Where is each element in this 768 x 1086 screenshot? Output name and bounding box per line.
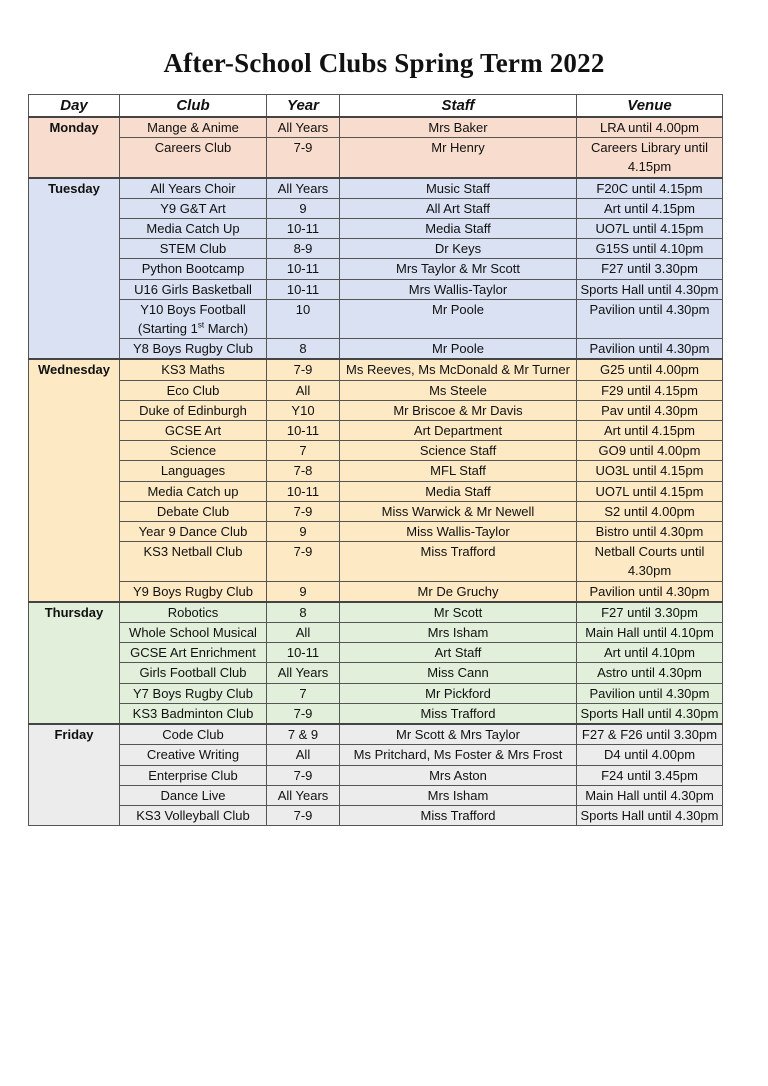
venue-cell: F27 until 3.30pm [577, 602, 723, 623]
staff-cell: Mr Poole [340, 339, 577, 360]
club-cell: Dance Live [120, 785, 267, 805]
table-row [29, 522, 723, 542]
table-row [29, 198, 723, 218]
venue-cell: F29 until 4.15pm [577, 380, 723, 400]
venue-cell: F27 & F26 until 3.30pm [577, 724, 723, 745]
venue-cell: Art until 4.10pm [577, 643, 723, 663]
table-row [29, 581, 723, 602]
staff-cell: Mrs Wallis-Taylor [340, 279, 577, 299]
year-cell: 10 [267, 299, 340, 338]
staff-cell: Art Staff [340, 643, 577, 663]
staff-cell: Media Staff [340, 219, 577, 239]
venue-cell: UO3L until 4.15pm [577, 461, 723, 481]
staff-cell: Mrs Isham [340, 785, 577, 805]
table-row [29, 542, 723, 581]
year-cell: 10-11 [267, 219, 340, 239]
club-cell: KS3 Maths [120, 359, 267, 380]
venue-cell: Pav until 4.30pm [577, 400, 723, 420]
venue-cell: LRA until 4.00pm [577, 117, 723, 138]
header-day: Day [29, 95, 120, 118]
club-cell: Y7 Boys Rugby Club [120, 683, 267, 703]
club-cell: Girls Football Club [120, 663, 267, 683]
table-row [29, 785, 723, 805]
header-staff: Staff [340, 95, 577, 118]
club-name: Y10 Boys Football [140, 301, 246, 317]
staff-cell: Mrs Aston [340, 765, 577, 785]
year-cell: 7-8 [267, 461, 340, 481]
table-row [29, 380, 723, 400]
table-row [29, 623, 723, 643]
venue-cell: Sports Hall until 4.30pm [577, 805, 723, 825]
table-row [29, 117, 723, 138]
club-cell: Enterprise Club [120, 765, 267, 785]
year-cell: 10-11 [267, 643, 340, 663]
table-row [29, 805, 723, 825]
table-row [29, 178, 723, 199]
year-cell: 10-11 [267, 259, 340, 279]
club-note-end: March) [204, 321, 249, 337]
staff-cell: Ms Reeves, Ms McDonald & Mr Turner [340, 359, 577, 380]
club-cell: Media Catch up [120, 481, 267, 501]
venue-cell: Careers Library until 4.15pm [577, 138, 723, 178]
venue-cell: UO7L until 4.15pm [577, 481, 723, 501]
table-row [29, 703, 723, 724]
venue-cell: Pavilion until 4.30pm [577, 339, 723, 360]
venue-cell: Netball Courts until 4.30pm [577, 542, 723, 581]
table-row [29, 339, 723, 360]
venue-cell: Pavilion until 4.30pm [577, 683, 723, 703]
staff-cell: Art Department [340, 421, 577, 441]
table-row [29, 279, 723, 299]
year-cell: 7 & 9 [267, 724, 340, 745]
table-row [29, 765, 723, 785]
club-cell: Eco Club [120, 380, 267, 400]
table-row [29, 501, 723, 521]
club-cell: Creative Writing [120, 745, 267, 765]
venue-cell: Bistro until 4.30pm [577, 522, 723, 542]
staff-cell: Miss Trafford [340, 703, 577, 724]
day-cell: Monday [29, 117, 120, 178]
venue-cell: GO9 until 4.00pm [577, 441, 723, 461]
staff-cell: Ms Steele [340, 380, 577, 400]
year-cell: 10-11 [267, 279, 340, 299]
club-cell: Science [120, 441, 267, 461]
year-cell: 7 [267, 441, 340, 461]
table-row [29, 441, 723, 461]
club-cell: Whole School Musical [120, 623, 267, 643]
table-body [29, 117, 723, 826]
year-cell: 8 [267, 602, 340, 623]
table-row [29, 239, 723, 259]
year-cell: 10-11 [267, 421, 340, 441]
venue-cell: F27 until 3.30pm [577, 259, 723, 279]
table-row [29, 683, 723, 703]
year-cell: All [267, 380, 340, 400]
club-cell: KS3 Volleyball Club [120, 805, 267, 825]
year-cell: All [267, 745, 340, 765]
page-title: After-School Clubs Spring Term 2022 [163, 48, 605, 78]
year-cell: Y10 [267, 400, 340, 420]
table-row [29, 724, 723, 745]
venue-cell: Sports Hall until 4.30pm [577, 279, 723, 299]
staff-cell: Dr Keys [340, 239, 577, 259]
table-row [29, 400, 723, 420]
year-cell: 7-9 [267, 501, 340, 521]
day-cell: Thursday [29, 602, 120, 724]
club-cell: Careers Club [120, 138, 267, 178]
year-cell: 9 [267, 522, 340, 542]
club-cell: Y9 G&T Art [120, 198, 267, 218]
day-cell: Tuesday [29, 178, 120, 360]
staff-cell: Miss Trafford [340, 542, 577, 581]
year-cell: 10-11 [267, 481, 340, 501]
table-row [29, 299, 723, 338]
venue-cell: Pavilion until 4.30pm [577, 581, 723, 602]
staff-cell: Mr Briscoe & Mr Davis [340, 400, 577, 420]
venue-cell: S2 until 4.00pm [577, 501, 723, 521]
year-cell: 7-9 [267, 805, 340, 825]
year-cell: 7-9 [267, 542, 340, 581]
header-club: Club [120, 95, 267, 118]
table-row [29, 481, 723, 501]
year-cell: All Years [267, 117, 340, 138]
club-cell: Y8 Boys Rugby Club [120, 339, 267, 360]
year-cell: All Years [267, 178, 340, 199]
staff-cell: Mr Scott [340, 602, 577, 623]
year-cell: 9 [267, 581, 340, 602]
club-cell: Year 9 Dance Club [120, 522, 267, 542]
club-cell: All Years Choir [120, 178, 267, 199]
staff-cell: Mrs Taylor & Mr Scott [340, 259, 577, 279]
header-year: Year [267, 95, 340, 118]
table-row [29, 643, 723, 663]
table-row [29, 421, 723, 441]
club-cell: STEM Club [120, 239, 267, 259]
table-row [29, 602, 723, 623]
club-cell: KS3 Badminton Club [120, 703, 267, 724]
staff-cell: Mr Scott & Mrs Taylor [340, 724, 577, 745]
table-row [29, 663, 723, 683]
staff-cell: Ms Pritchard, Ms Foster & Mrs Frost [340, 745, 577, 765]
venue-cell: UO7L until 4.15pm [577, 219, 723, 239]
year-cell: 7 [267, 683, 340, 703]
club-cell: Duke of Edinburgh [120, 400, 267, 420]
venue-cell: Pavilion until 4.30pm [577, 299, 723, 338]
table-row [29, 359, 723, 380]
club-note: (Starting 1 [137, 321, 198, 337]
staff-cell: Mrs Baker [340, 117, 577, 138]
venue-cell: Astro until 4.30pm [577, 663, 723, 683]
staff-cell: Miss Trafford [340, 805, 577, 825]
venue-cell: Art until 4.15pm [577, 198, 723, 218]
staff-cell: Mr De Gruchy [340, 581, 577, 602]
club-cell: Python Bootcamp [120, 259, 267, 279]
table-row [29, 461, 723, 481]
venue-cell: F20C until 4.15pm [577, 178, 723, 199]
club-cell: Debate Club [120, 501, 267, 521]
year-cell: 7-9 [267, 138, 340, 178]
table-row [29, 259, 723, 279]
venue-cell: Main Hall until 4.30pm [577, 785, 723, 805]
table-row [29, 219, 723, 239]
year-cell: 8-9 [267, 239, 340, 259]
staff-cell: Media Staff [340, 481, 577, 501]
venue-cell: G25 until 4.00pm [577, 359, 723, 380]
club-cell: Code Club [120, 724, 267, 745]
year-cell: 7-9 [267, 765, 340, 785]
club-cell: GCSE Art [120, 421, 267, 441]
club-cell: U16 Girls Basketball [120, 279, 267, 299]
staff-cell: Music Staff [340, 178, 577, 199]
club-cell [120, 299, 267, 338]
club-cell: KS3 Netball Club [120, 542, 267, 581]
staff-cell: Mr Poole [340, 299, 577, 338]
club-note-suffix: st [197, 320, 205, 330]
club-cell: Mange & Anime [120, 117, 267, 138]
venue-cell: Sports Hall until 4.30pm [577, 703, 723, 724]
club-cell: GCSE Art Enrichment [120, 643, 267, 663]
staff-cell: Miss Cann [340, 663, 577, 683]
year-cell: 8 [267, 339, 340, 360]
venue-cell: Main Hall until 4.10pm [577, 623, 723, 643]
club-cell: Languages [120, 461, 267, 481]
year-cell: All [267, 623, 340, 643]
staff-cell: Mr Pickford [340, 683, 577, 703]
staff-cell: Mrs Isham [340, 623, 577, 643]
table-row [29, 138, 723, 178]
day-cell: Wednesday [29, 359, 120, 601]
club-cell: Robotics [120, 602, 267, 623]
staff-cell: Science Staff [340, 441, 577, 461]
header-venue: Venue [577, 95, 723, 118]
venue-cell: Art until 4.15pm [577, 421, 723, 441]
venue-cell: G15S until 4.10pm [577, 239, 723, 259]
staff-cell: Miss Wallis-Taylor [340, 522, 577, 542]
year-cell: 9 [267, 198, 340, 218]
day-cell: Friday [29, 724, 120, 826]
venue-cell: D4 until 4.00pm [577, 745, 723, 765]
staff-cell: All Art Staff [340, 198, 577, 218]
year-cell: 7-9 [267, 359, 340, 380]
staff-cell: Miss Warwick & Mr Newell [340, 501, 577, 521]
header-row [29, 95, 723, 118]
venue-cell: F24 until 3.45pm [577, 765, 723, 785]
staff-cell: MFL Staff [340, 461, 577, 481]
staff-cell: Mr Henry [340, 138, 577, 178]
clubs-table [28, 94, 723, 826]
club-cell: Y9 Boys Rugby Club [120, 581, 267, 602]
year-cell: 7-9 [267, 703, 340, 724]
table-row [29, 745, 723, 765]
year-cell: All Years [267, 663, 340, 683]
year-cell: All Years [267, 785, 340, 805]
club-cell: Media Catch Up [120, 219, 267, 239]
